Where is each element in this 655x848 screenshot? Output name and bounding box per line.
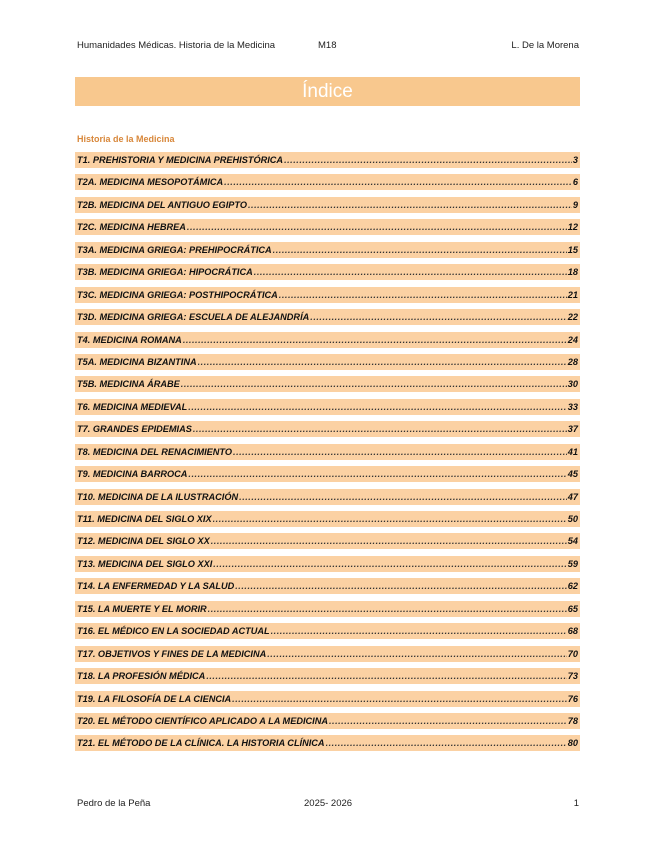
table-of-contents <box>75 152 580 758</box>
toc-entry[interactable] <box>75 287 580 303</box>
toc-entry-page: 54 <box>567 536 578 547</box>
toc-entry-page: 28 <box>567 356 578 367</box>
toc-entry-title: T15. LA MUERTE Y EL MORIR <box>77 603 207 614</box>
toc-dot-leader <box>198 357 567 367</box>
toc-entry[interactable] <box>75 399 580 415</box>
section-heading: Historia de la Medicina <box>77 134 175 144</box>
toc-entry-title: T13. MEDICINA DEL SIGLO XXI <box>77 558 213 569</box>
toc-entry-title: T4. MEDICINA ROMANA <box>77 334 182 345</box>
toc-entry-title: T18. LA PROFESIÓN MÉDICA <box>77 671 206 682</box>
toc-entry-title: T6. MEDICINA MEDIEVAL <box>77 401 188 412</box>
toc-entry-page: 18 <box>567 267 578 278</box>
toc-dot-leader <box>224 177 572 187</box>
footer-name: Pedro de la Peña <box>77 798 151 809</box>
toc-entry[interactable] <box>75 174 580 190</box>
toc-entry-page: 62 <box>567 581 578 592</box>
toc-entry-title: T3C. MEDICINA GRIEGA: POSTHIPOCRÁTICA <box>77 289 278 300</box>
toc-entry-page: 45 <box>567 469 578 480</box>
toc-entry-page: 70 <box>567 648 578 659</box>
toc-entry-page: 68 <box>567 626 578 637</box>
toc-entry[interactable] <box>75 691 580 707</box>
header-author: L. De la Morena <box>511 40 579 51</box>
toc-entry[interactable] <box>75 668 580 684</box>
toc-dot-leader <box>284 155 572 165</box>
toc-dot-leader <box>239 492 567 502</box>
toc-entry[interactable] <box>75 511 580 527</box>
toc-dot-leader <box>213 514 567 524</box>
toc-entry-title: T2B. MEDICINA DEL ANTIGUO EGIPTO <box>77 199 247 210</box>
toc-entry-page: 47 <box>567 491 578 502</box>
toc-dot-leader <box>271 626 567 636</box>
toc-entry-page: 59 <box>567 558 578 569</box>
footer-year: 2025- 2026 <box>304 798 353 809</box>
toc-entry-title: T3D. MEDICINA GRIEGA: ESCUELA DE ALEJANDRÍA <box>77 312 310 323</box>
toc-entry-title: T17. OBJETIVOS Y FINES DE LA MEDICINA <box>77 648 267 659</box>
toc-entry-page: 37 <box>567 424 578 435</box>
toc-dot-leader <box>232 694 567 704</box>
toc-dot-leader <box>326 738 567 748</box>
page-title: Índice <box>302 81 353 102</box>
toc-entry-title: T14. LA ENFERMEDAD Y LA SALUD <box>77 581 235 592</box>
toc-dot-leader <box>273 245 567 255</box>
toc-dot-leader <box>267 649 567 659</box>
toc-dot-leader <box>329 716 567 726</box>
toc-entry-page: 33 <box>567 401 578 412</box>
toc-entry[interactable] <box>75 197 580 213</box>
toc-entry-title: T10. MEDICINA DE LA ILUSTRACIÓN <box>77 491 239 502</box>
toc-entry-page: 22 <box>567 312 578 323</box>
toc-dot-leader <box>181 379 567 389</box>
toc-entry[interactable] <box>75 219 580 235</box>
toc-entry-page: 21 <box>567 289 578 300</box>
toc-entry-title: T5B. MEDICINA ÁRABE <box>77 379 180 390</box>
toc-entry[interactable] <box>75 735 580 751</box>
toc-entry-title: T20. EL MÉTODO CIENTÍFICO APLICADO A LA MEDICINA <box>77 715 328 726</box>
toc-dot-leader <box>183 335 567 345</box>
toc-entry-page: 24 <box>567 334 578 345</box>
toc-entry-page: 73 <box>567 671 578 682</box>
toc-entry[interactable] <box>75 466 580 482</box>
toc-entry[interactable] <box>75 556 580 572</box>
toc-dot-leader <box>248 200 572 210</box>
toc-entry-page: 30 <box>567 379 578 390</box>
toc-entry-page: 12 <box>567 222 578 233</box>
toc-dot-leader <box>254 267 567 277</box>
toc-entry[interactable] <box>75 623 580 639</box>
toc-dot-leader <box>279 290 567 300</box>
toc-entry-page: 50 <box>567 514 578 524</box>
toc-entry-title: T11. MEDICINA DEL SIGLO XIX <box>77 514 212 524</box>
toc-entry[interactable] <box>75 713 580 729</box>
toc-entry-page: 76 <box>567 693 578 704</box>
toc-entry-title: T8. MEDICINA DEL RENACIMIENTO <box>77 446 233 457</box>
toc-entry-page: 15 <box>567 244 578 255</box>
toc-dot-leader <box>206 671 566 681</box>
toc-entry-title: T2A. MEDICINA MESOPOTÁMICA <box>77 177 224 188</box>
toc-entry-title: T9. MEDICINA BARROCA <box>77 469 188 480</box>
toc-entry-page: 9 <box>572 199 578 210</box>
header-course: Humanidades Médicas. Historia de la Medicina <box>77 40 276 51</box>
toc-dot-leader <box>188 402 567 412</box>
toc-dot-leader <box>187 222 567 232</box>
toc-entry[interactable] <box>75 264 580 280</box>
toc-entry[interactable] <box>75 242 580 258</box>
toc-entry[interactable] <box>75 601 580 617</box>
toc-entry-title: T2C. MEDICINA HEBREA <box>77 222 186 233</box>
toc-dot-leader <box>310 312 567 322</box>
toc-dot-leader <box>235 581 567 591</box>
toc-dot-leader <box>211 536 567 546</box>
toc-entry[interactable] <box>75 332 580 348</box>
toc-dot-leader <box>193 424 567 434</box>
toc-entry[interactable] <box>75 533 580 549</box>
toc-entry-title: T3B. MEDICINA GRIEGA: HIPOCRÁTICA <box>77 267 253 278</box>
toc-entry[interactable] <box>75 376 580 392</box>
toc-dot-leader <box>188 469 566 479</box>
toc-entry[interactable] <box>75 578 580 594</box>
toc-entry[interactable] <box>75 309 580 325</box>
toc-entry-title: T5A. MEDICINA BIZANTINA <box>77 356 197 367</box>
toc-entry[interactable] <box>75 489 580 505</box>
toc-entry[interactable] <box>75 646 580 662</box>
toc-entry-title: T1. PREHISTORIA Y MEDICINA PREHISTÓRICA <box>77 155 284 165</box>
footer-page-number: 1 <box>573 798 579 809</box>
toc-entry-title: T21. EL MÉTODO DE LA CLÍNICA. LA HISTORIA CLÍNICA <box>77 738 325 749</box>
toc-entry-title: T7. GRANDES EPIDEMIAS <box>77 424 192 435</box>
toc-entry[interactable] <box>75 421 580 437</box>
toc-entry-page: 6 <box>572 177 578 188</box>
toc-entry-page: 3 <box>572 155 578 165</box>
toc-entry-title: T16. EL MÉDICO EN LA SOCIEDAD ACTUAL <box>77 626 270 637</box>
toc-entry-title: T3A. MEDICINA GRIEGA: PREHIPOCRÁTICA <box>77 244 272 255</box>
toc-entry-title: T12. MEDICINA DEL SIGLO XX <box>77 536 210 547</box>
header-code: M18 <box>318 40 337 51</box>
toc-dot-leader <box>213 559 566 569</box>
toc-entry[interactable] <box>75 354 580 370</box>
toc-entry[interactable] <box>75 444 580 460</box>
toc-entry-page: 78 <box>567 715 578 726</box>
toc-entry-page: 65 <box>567 603 578 614</box>
toc-dot-leader <box>208 604 567 614</box>
index-title-bar <box>75 77 580 106</box>
toc-dot-leader <box>233 447 567 457</box>
toc-entry[interactable] <box>75 152 580 168</box>
toc-entry-page: 41 <box>567 446 578 457</box>
toc-entry-title: T19. LA FILOSOFÍA DE LA CIENCIA <box>77 693 232 704</box>
toc-entry-page: 80 <box>567 738 578 749</box>
